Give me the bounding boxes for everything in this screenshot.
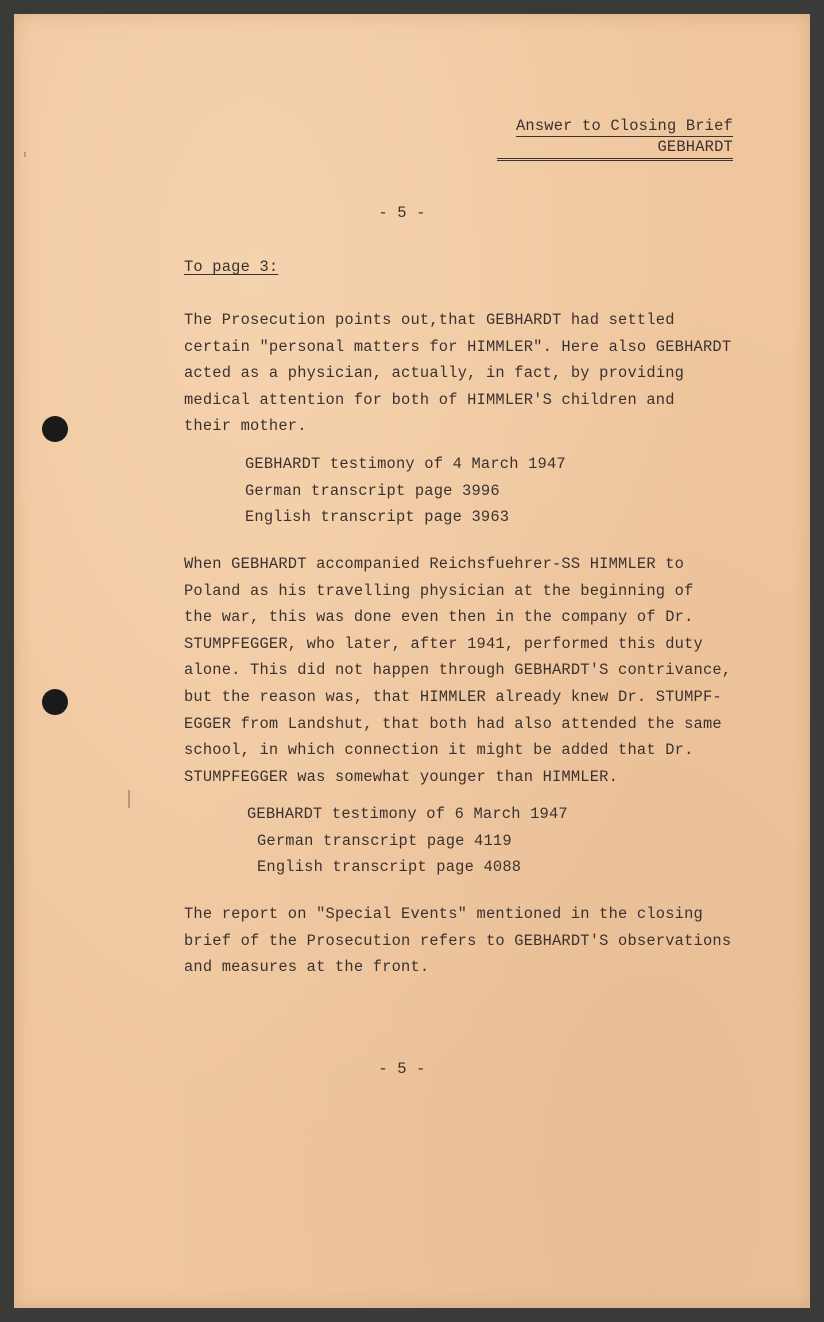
punch-hole-bottom — [42, 689, 68, 715]
paper-mark — [24, 152, 26, 157]
paragraph-2: When GEBHARDT accompanied Reichsfuehrer-SS HIMMLER to Poland as his travelling physician at the beginning of the war, this was done even then in the company of Dr. STUMPFEGGER, who later, after 1941, performed this duty alone. This did not happen through GEBHARDT'S contrivance, but the reason was, that HIMMLER already knew Dr. STUMPF- EGGER from Landshut, that both had also attended the same school, in which connection it might be added that Dr. STUMPFEGGER was somewhat younger than HIMMLER. — [184, 555, 732, 786]
reference-english: English transcript page 4088 — [257, 858, 522, 877]
reference-german: German transcript page 3996 — [245, 481, 500, 500]
page-number-top: - 5 - — [378, 204, 426, 222]
header-title: Answer to Closing Brief — [515, 117, 733, 135]
reference-block-2 — [247, 801, 568, 881]
section-heading: To page 3: — [184, 258, 279, 276]
header-defendant: GEBHARDT — [497, 137, 733, 161]
page-number-bottom: - 5 - — [378, 1060, 426, 1078]
reference-testimony: GEBHARDT testimony of 4 March 1947 — [245, 455, 566, 473]
paragraph-3: The report on "Special Events" mentioned in the closing brief of the Prosecution refers to GEBHARDT'S observations and measures at the front. — [184, 905, 732, 977]
reference-block-1 — [245, 451, 566, 531]
paper-mark — [128, 790, 130, 808]
reference-testimony: GEBHARDT testimony of 6 March 1947 — [247, 805, 568, 823]
paragraph-1: The Prosecution points out,that GEBHARDT had settled certain "personal matters for HIMMLER". Here also GEBHARDT acted as a physician, actually, in fact, by providing medical attention for both of HIMMLER'S children and their mother. — [184, 311, 732, 436]
punch-hole-top — [42, 416, 68, 442]
document-header — [497, 116, 733, 161]
reference-english: English transcript page 3963 — [245, 508, 510, 527]
reference-german: German transcript page 4119 — [257, 831, 512, 850]
